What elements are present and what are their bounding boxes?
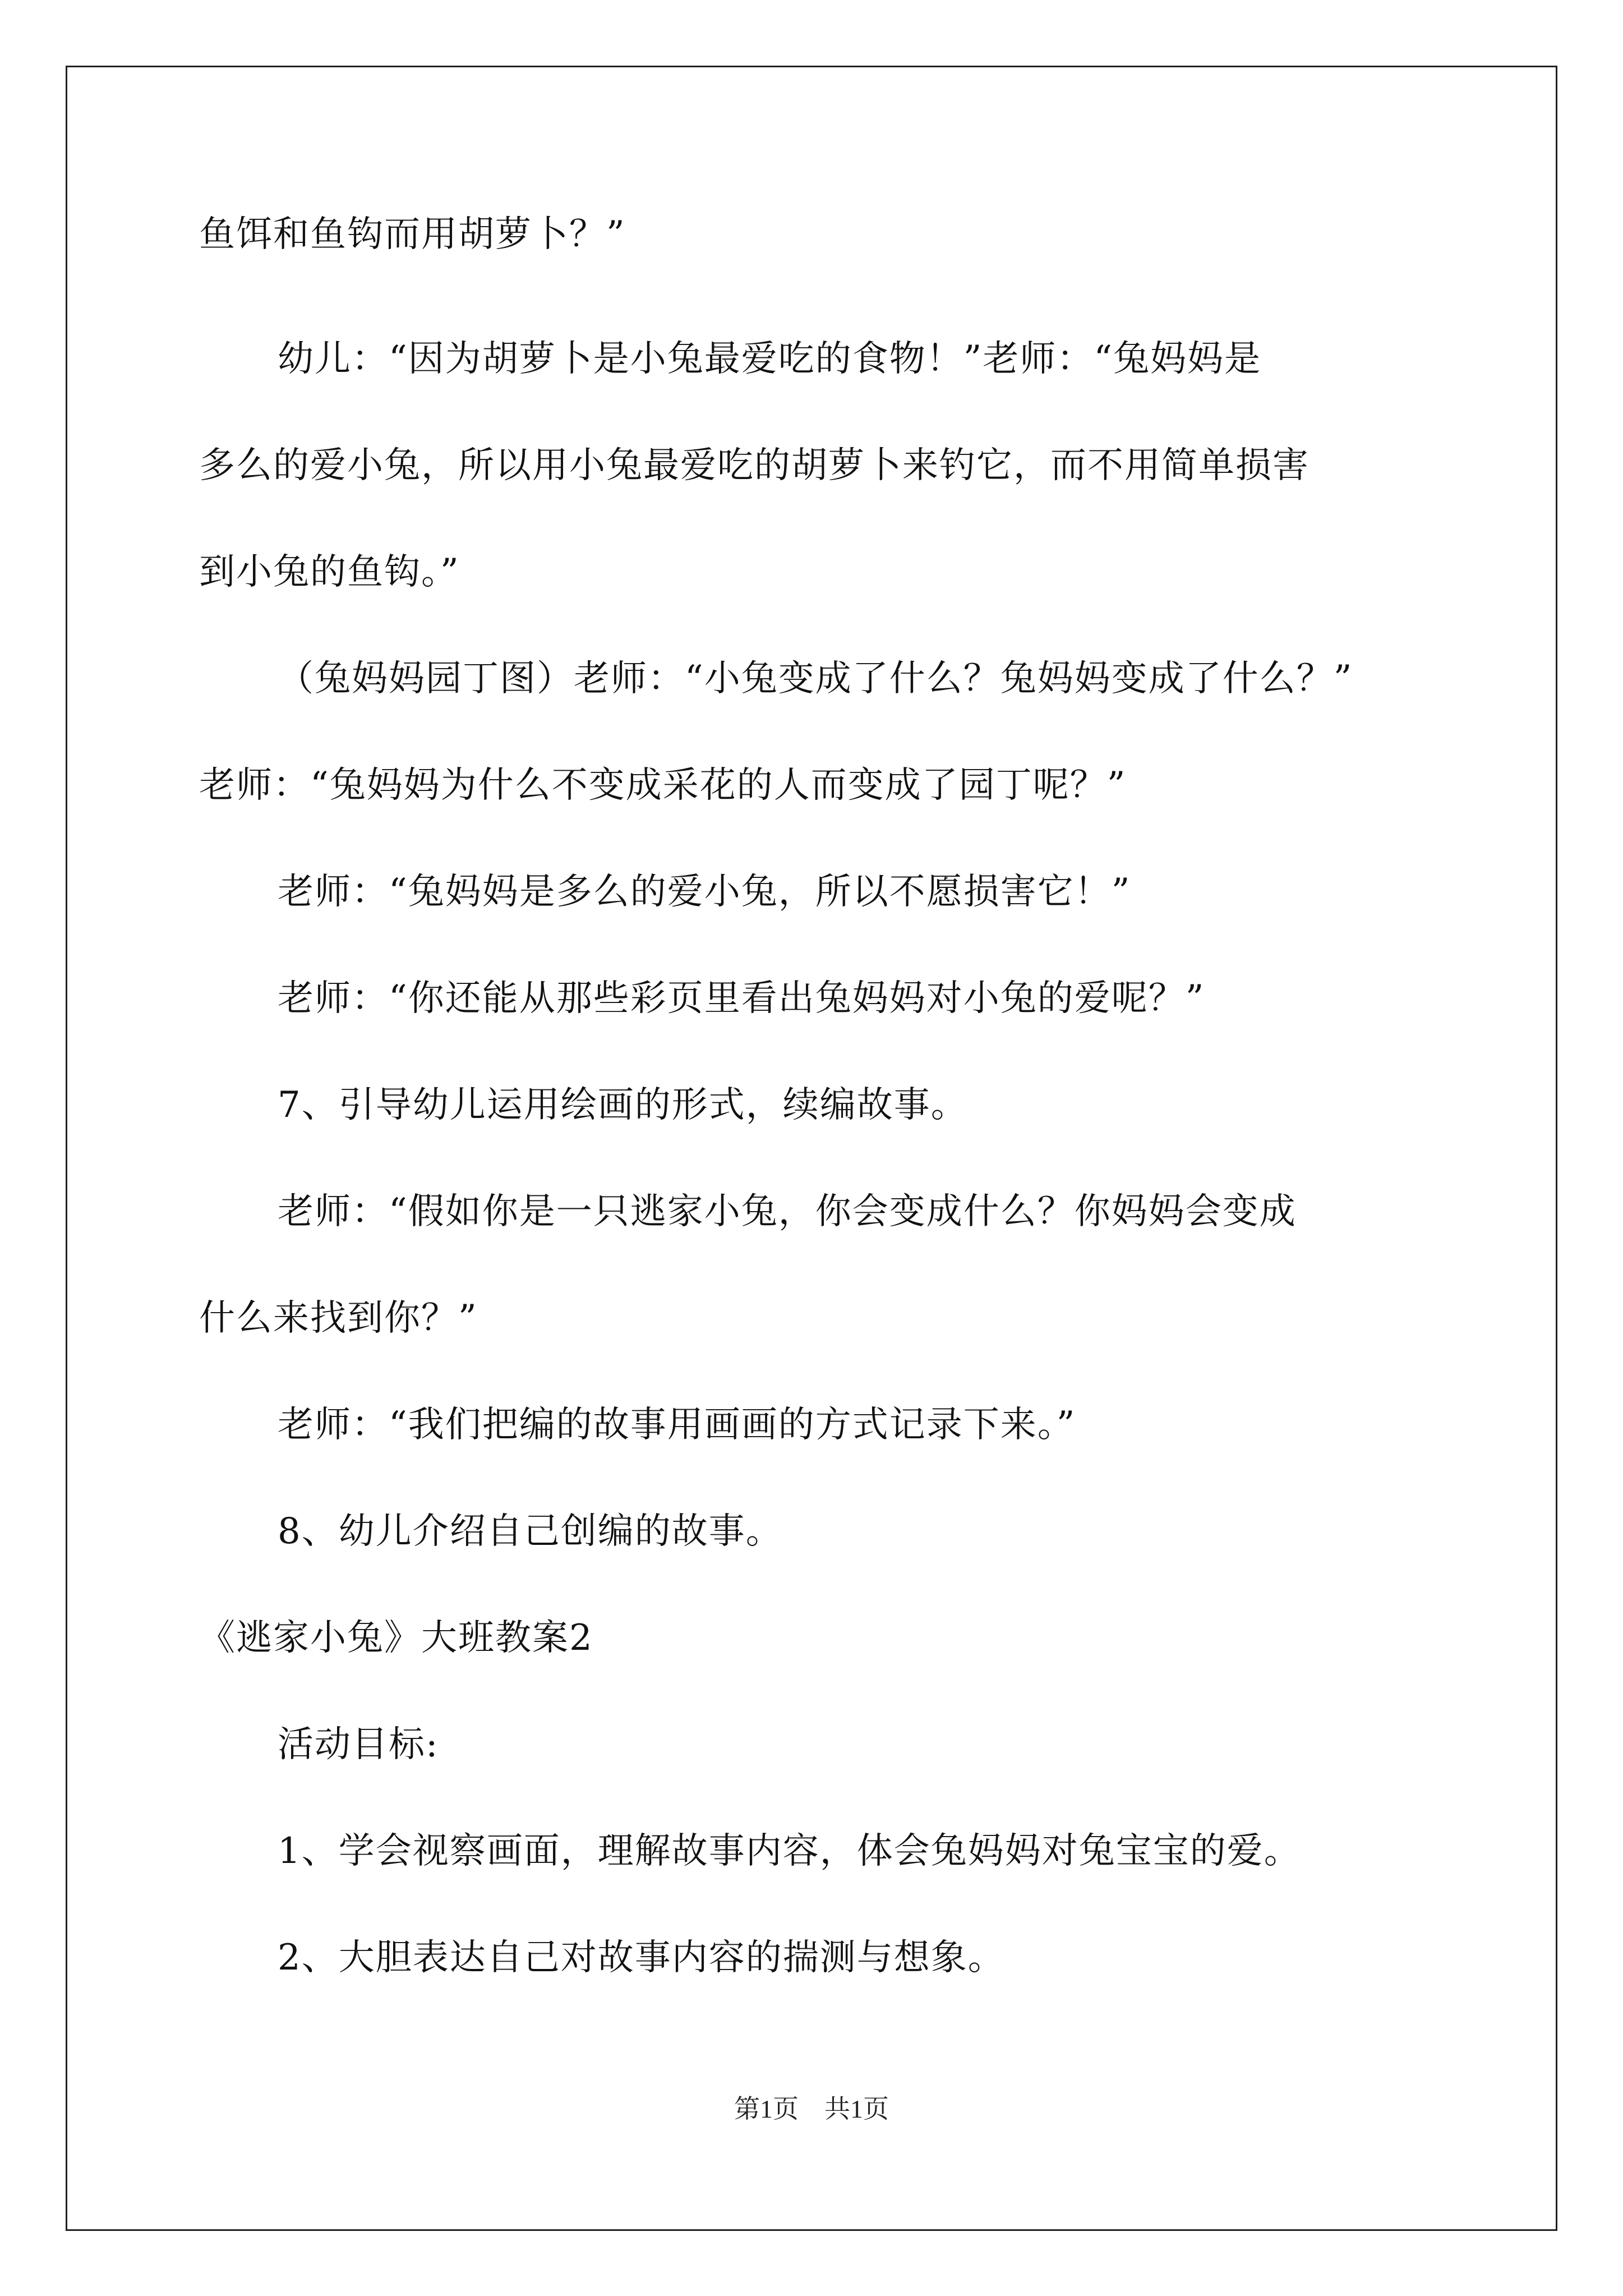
text-line: 多么的爱小兔，所以用小兔最爱吃的胡萝卜来钓它，而不用简单损害 bbox=[199, 445, 1310, 486]
section-step-7: 7、引导幼儿运用绘画的形式，续编故事。 bbox=[278, 1084, 968, 1126]
text-line: 老师：“假如你是一只逃家小兔，你会变成什么？你妈妈会变成 bbox=[278, 1191, 1297, 1232]
page-border bbox=[66, 66, 1557, 2231]
text-line: 鱼饵和鱼钩而用胡萝卜？” bbox=[199, 214, 626, 255]
text-line: 幼儿：“因为胡萝卜是小兔最爱吃的食物！”老师：“兔妈妈是 bbox=[278, 338, 1262, 380]
section-step-8: 8、幼儿介绍自己创编的故事。 bbox=[278, 1511, 783, 1552]
text-line: 什么来找到你？” bbox=[199, 1297, 478, 1339]
list-item: 1、学会视察画面，理解故事内容，体会兔妈妈对兔宝宝的爱。 bbox=[278, 1830, 1301, 1872]
text-line: 到小兔的鱼钩。” bbox=[199, 551, 460, 593]
text-line: 老师：“我们把编的故事用画画的方式记录下来。” bbox=[278, 1404, 1076, 1446]
text-line: 老师：“兔妈妈为什么不变成采花的人而变成了园丁呢？” bbox=[199, 765, 1127, 806]
text-line: 老师：“你还能从那些彩页里看出兔妈妈对小兔的爱呢？” bbox=[278, 978, 1205, 1019]
section-heading: 活动目标: bbox=[278, 1724, 439, 1765]
document-heading: 《逃家小兔》大班教案2 bbox=[199, 1617, 593, 1659]
list-item: 2、大胆表达自己对故事内容的揣测与想象。 bbox=[278, 1937, 1005, 1978]
text-line: （兔妈妈园丁图）老师：“小兔变成了什么？兔妈妈变成了什么？” bbox=[278, 658, 1353, 700]
text-line: 老师：“兔妈妈是多么的爱小兔，所以不愿损害它！” bbox=[278, 871, 1131, 913]
page-footer: 第1页 共1页 bbox=[734, 2095, 889, 2123]
